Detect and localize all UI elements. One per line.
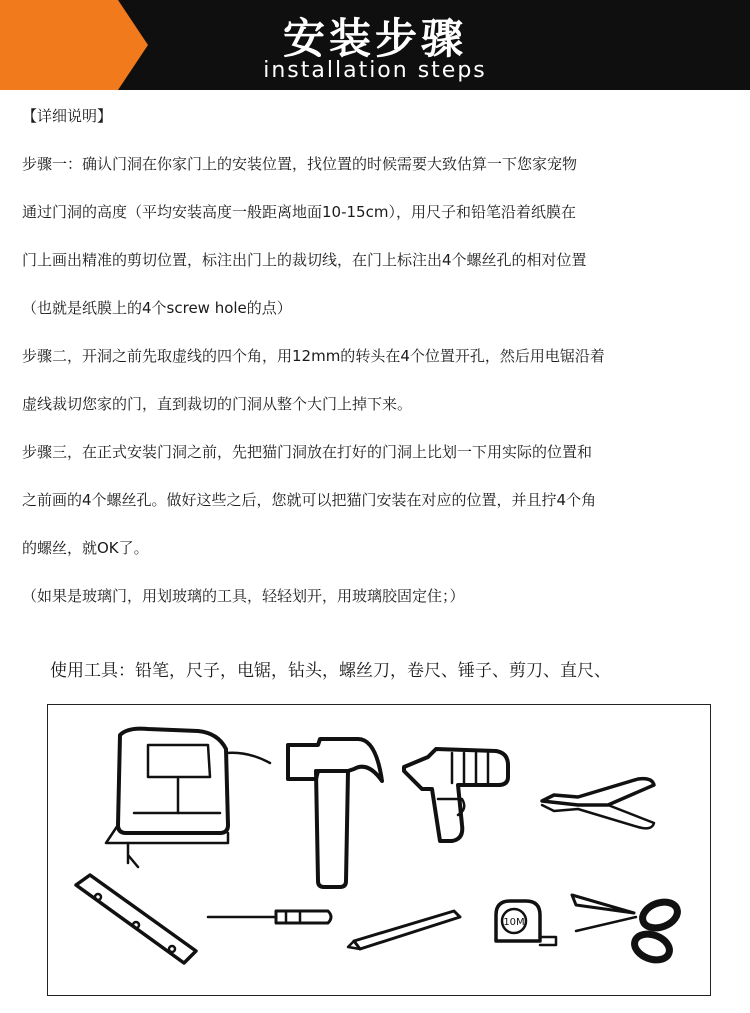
level-ruler-icon — [76, 875, 196, 963]
instructions — [22, 104, 732, 632]
step-line: 步骤三，在正式安装门洞之前，先把猫门洞放在打好的门洞上比划一下用实际的位置和 — [22, 443, 593, 461]
tape-measure-icon — [496, 901, 556, 945]
glue-gun-icon — [404, 749, 508, 841]
step-line: （如果是玻璃门，用划玻璃的工具，轻轻划开，用玻璃胶固定住；） — [22, 587, 465, 605]
step-line: 的螺丝，就OK了。 — [22, 539, 149, 557]
step-line: 门上画出精准的剪切位置，标注出门上的裁切线，在门上标注出4个螺丝孔的相对位置 — [22, 251, 587, 269]
step-line: 步骤二，开洞之前先取虚线的四个角，用12mm的转头在4个位置开孔，然后用电锯沿着 — [22, 347, 605, 365]
step-line: （也就是纸膜上的4个screw hole的点） — [22, 299, 292, 317]
hammer-icon — [288, 739, 382, 887]
page-header — [0, 0, 750, 90]
scissors-icon — [572, 895, 681, 964]
step-line: 之前画的4个螺丝孔。做好这些之后，您就可以把猫门安装在对应的位置，并且拧4个角 — [22, 491, 597, 509]
screwdriver-icon — [208, 911, 331, 923]
step-line: 虚线裁切您家的门，直到裁切的门洞从整个大门上掉下来。 — [22, 395, 413, 413]
pencil-icon — [348, 911, 460, 949]
step-line: 通过门洞的高度（平均安装高度一般距离地面10-15cm），用尺子和铅笔沿着纸膜在 — [22, 203, 576, 221]
tape-measure-label: 10M — [503, 917, 525, 928]
tools-label: 使用工具：铅笔，尺子，电锯，钻头，螺丝刀，卷尺、锤子、剪刀、直尺、 — [50, 661, 611, 681]
step-line: 步骤一：确认门洞在你家门上的安装位置，找位置的时候需要大致估算一下您家宠物 — [22, 155, 578, 173]
jigsaw-icon — [106, 729, 270, 867]
details-heading: 【详细说明】 — [22, 107, 113, 125]
page-title: 安装步骤 — [282, 14, 467, 63]
pliers-icon — [542, 779, 654, 829]
tools-illustration — [47, 704, 711, 996]
page-subtitle: installation steps — [263, 58, 487, 83]
